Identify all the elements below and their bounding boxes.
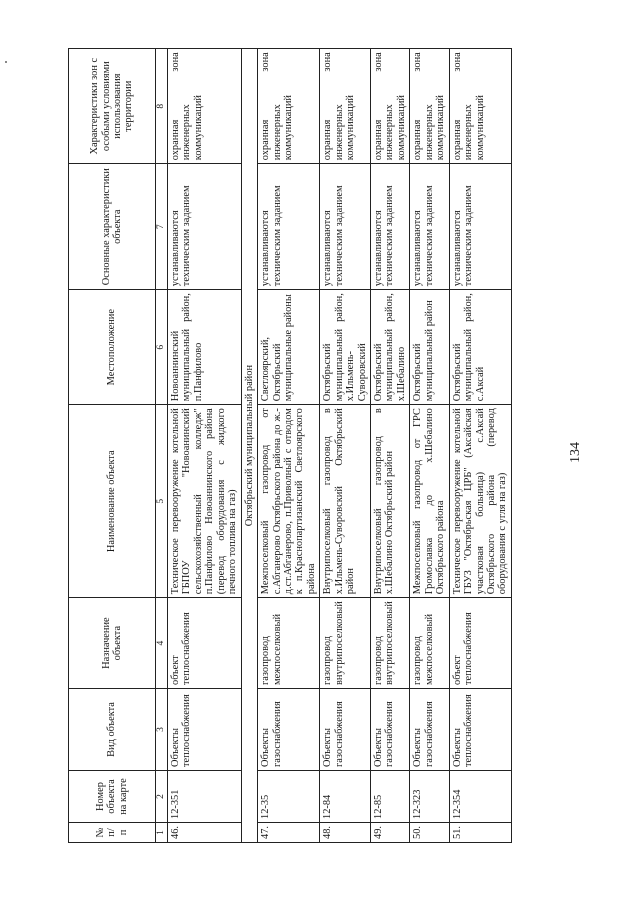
cell-map-number: 12-35	[258, 771, 320, 823]
column-number: 1	[156, 823, 168, 843]
header-name: Наименование объекта	[69, 405, 156, 598]
cell-num: 46.	[168, 823, 242, 843]
column-number-row	[156, 49, 168, 843]
cell-location: Октябрьский муниципальный район, х.Шебалино	[371, 290, 410, 405]
cell-characteristics: устанавливаются техническим заданием	[258, 164, 320, 290]
table-row	[320, 49, 371, 843]
cell-name: Межпоселковый газопровод от с.Абганерово Октябрьского района до ж.-д.ст.Абганерово, п.Приволный с отводом к п.Краснопартизанский Светлоярского района	[258, 405, 320, 598]
cell-kind: Объекты газоснабжения	[320, 689, 371, 771]
table-row	[168, 49, 242, 843]
column-number: 5	[156, 405, 168, 598]
cell-map-number: 12-351	[168, 771, 242, 823]
cell-purpose: объект теплоснабжения	[168, 598, 242, 689]
column-number: 2	[156, 771, 168, 823]
cell-map-number: 12-323	[410, 771, 449, 823]
cell-zones: охранная зона инженерных коммуникаций	[258, 49, 320, 164]
cell-kind: Объекты теплоснабжения	[168, 689, 242, 771]
table-row	[449, 49, 511, 843]
cell-characteristics: устанавливаются техническим заданием	[410, 164, 449, 290]
header-zones: Характеристики зон с особыми условиями использования территории	[69, 49, 156, 164]
cell-name: Внутрипоселковый газопровод в х.Ильмень-Суворовский Октябрьский район	[320, 405, 371, 598]
column-number: 7	[156, 164, 168, 290]
cell-num: 48.	[320, 823, 371, 843]
cell-name: Внутрипоселковый газопровод в х.Шебалино Октябрьский район	[371, 405, 410, 598]
cell-purpose: газопровод внутрипоселковый	[320, 598, 371, 689]
cell-purpose: газопровод внутрипоселковый	[371, 598, 410, 689]
cell-zones: охранная зона инженерных коммуникаций	[168, 49, 242, 164]
cell-location: Октябрьский муниципальный район, х.Ильмень-Суворовский	[320, 290, 371, 405]
cell-num: 47.	[258, 823, 320, 843]
cell-zones: охранная зона инженерных коммуникаций	[410, 49, 449, 164]
cell-purpose: газопровод межпоселковый	[410, 598, 449, 689]
cell-location: Октябрьский муниципальный район, с.Аксай	[449, 290, 511, 405]
page-number: 134	[568, 442, 583, 463]
cell-location: Светлоярский, Октябрьский муниципальные районы	[258, 290, 320, 405]
column-number: 4	[156, 598, 168, 689]
cell-num: 50.	[410, 823, 449, 843]
cell-location: Новоаннинский муниципальный район, п.Панфилово	[168, 290, 242, 405]
scan-speck	[5, 61, 7, 63]
cell-num: 51.	[449, 823, 511, 843]
cell-location: Октябрьский муниципальный район	[410, 290, 449, 405]
header-row	[69, 49, 156, 843]
cell-purpose: объект теплоснабжения	[449, 598, 511, 689]
header-purpose: Назначение объекта	[69, 598, 156, 689]
cell-characteristics: устанавливаются техническим заданием	[168, 164, 242, 290]
cell-characteristics: устанавливаются техническим заданием	[320, 164, 371, 290]
table-row	[371, 49, 410, 843]
cell-kind: Объекты газоснабжения	[371, 689, 410, 771]
cell-map-number: 12-85	[371, 771, 410, 823]
cell-kind: Объекты теплоснабжения	[449, 689, 511, 771]
header-num: № п/п	[69, 823, 156, 843]
cell-num: 49.	[371, 823, 410, 843]
column-number: 8	[156, 49, 168, 164]
cell-zones: охранная зона инженерных коммуникаций	[449, 49, 511, 164]
cell-map-number: 12-354	[449, 771, 511, 823]
cell-characteristics: устанавливаются техническим заданием	[371, 164, 410, 290]
cell-kind: Объекты газоснабжения	[410, 689, 449, 771]
cell-characteristics: устанавливаются техническим заданием	[449, 164, 511, 290]
cell-zones: охранная зона инженерных коммуникаций	[371, 49, 410, 164]
cell-kind: Объекты газоснабжения	[258, 689, 320, 771]
column-number: 3	[156, 689, 168, 771]
table-row	[258, 49, 320, 843]
cell-name: Техническое перевооружение котельной ГБПОУ "Новоанинский сельскохозяйственный колледж" п.Панфилово Новоаннинского района (перевод оборудования с жидкого печного топлива на газ)	[168, 405, 242, 598]
cell-map-number: 12-84	[320, 771, 371, 823]
header-map-number: Номер объекта на карте	[69, 771, 156, 823]
table-row	[410, 49, 449, 843]
header-kind: Вид объекта	[69, 689, 156, 771]
header-characteristics: Основные характеристики объекта	[69, 164, 156, 290]
header-location: Местоположение	[69, 290, 156, 405]
column-number: 6	[156, 290, 168, 405]
district-heading: Октябрьский муниципальный район	[241, 49, 257, 843]
cell-zones: охранная зона инженерных коммуникаций	[320, 49, 371, 164]
cell-purpose: газопровод межпоселковый	[258, 598, 320, 689]
district-row	[241, 49, 257, 843]
objects-table	[68, 48, 512, 843]
cell-name: Межпоселковый газопровод от ГРС Громославка до х.Шебалино Октябрьского района	[410, 405, 449, 598]
cell-name: Техническое перевооружение котельной ГБУЗ "Октябрьская ЦРБ" (Аксайская участковая больница) с.Аксай Октябрьского района (перевод оборудования с угля на газ)	[449, 405, 511, 598]
